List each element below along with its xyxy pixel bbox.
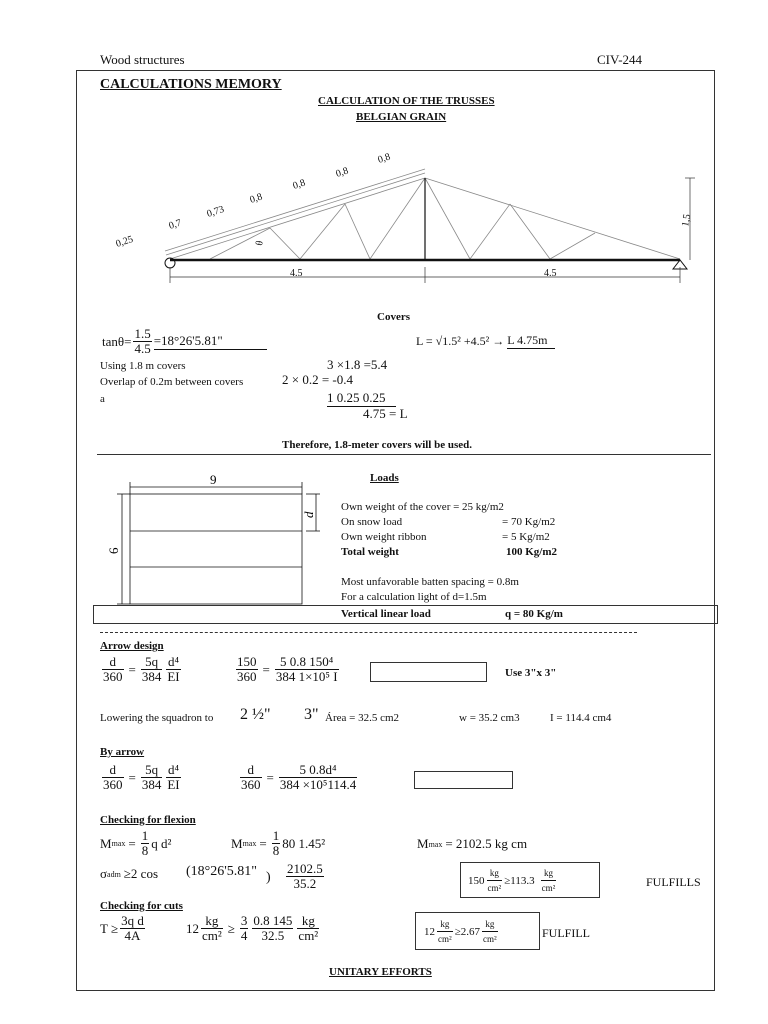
frac-den: 360: [241, 777, 261, 792]
frac-den: 32.5: [261, 928, 285, 943]
span-right-label: 4.5: [544, 268, 557, 279]
w-value: w = 35.2 cm3: [459, 712, 520, 724]
truss-seg-label: 0,73: [205, 203, 226, 220]
l-result: L 4.75m: [507, 333, 555, 349]
v-left: 12: [186, 920, 199, 936]
tan-fraction: [133, 327, 151, 356]
batten-spacing: Most unfavorable batten spacing = 0.8m: [341, 576, 519, 588]
lowering-text: Lowering the squadron to: [100, 712, 214, 724]
by-arrow-eq-2: $\frac{d}{360}$ = $\frac{\text{5 0.8d⁴}}{\text{384 ×10⁵114.4}}$: [241, 762, 357, 792]
arrow-result-box: [370, 662, 487, 682]
calc-light: For a calculation light of d=1.5m: [341, 591, 487, 603]
divider: [97, 454, 711, 455]
tan-num: 1.5: [134, 326, 151, 341]
frac-num: d: [102, 763, 124, 778]
loads-heading: Loads: [370, 472, 399, 484]
mmax-result: [417, 836, 530, 852]
frac-den: 8: [141, 843, 149, 858]
header-left: Wood structures: [100, 52, 185, 67]
header-right: CIV-244: [597, 52, 643, 67]
m-rest: 80 1.45²: [282, 835, 326, 851]
frac-num: d: [102, 655, 124, 670]
plan-diagram: [100, 470, 330, 610]
area-value: Área = 32.5 cm2: [325, 712, 400, 724]
truss-seg-label: 0,8: [334, 165, 350, 180]
truss-seg-label: 0,7: [167, 217, 183, 232]
mmax-eq-2: M max = $\frac{1}{8}$ 80 1.45²: [231, 828, 326, 858]
l-eq: L = √1.5² +4.5²: [416, 333, 490, 348]
frac-den: 384: [141, 777, 162, 792]
frac-den: 360: [103, 669, 123, 684]
m-symbol: M: [231, 835, 243, 851]
frac-num: d⁴: [167, 654, 179, 669]
truss-seg-label: 0,8: [376, 151, 392, 166]
cuts-eq-2: [186, 914, 321, 943]
result-mid: ≥2.67: [454, 925, 480, 938]
sigma-rest: ≥2 cos: [123, 866, 159, 881]
sigma-paren: ): [266, 870, 271, 885]
plan-spacing-label: d: [301, 511, 316, 518]
frac-num: 5 0.8d⁴: [279, 763, 357, 778]
frac-den: 360: [237, 669, 257, 684]
l-equation: [416, 333, 555, 349]
frac-num: kg: [541, 866, 557, 881]
m-rest: q d²: [151, 835, 172, 851]
frac-num: d: [240, 763, 262, 778]
lowering-size-1: 2 ½": [240, 706, 271, 723]
cuts-eq-1: [100, 914, 147, 943]
total-value: 100 Kg/m2: [506, 546, 558, 558]
frac-num: 5 0.8 150⁴: [275, 655, 339, 670]
a-label: a: [100, 393, 105, 405]
frac-den: EI: [167, 777, 180, 792]
fulfills-label: FULFILLS: [646, 875, 701, 889]
cuts-result: [424, 917, 500, 946]
subtitle-belgian: BELGIAN GRAIN: [356, 111, 447, 123]
page-title: CALCULATIONS MEMORY: [100, 77, 282, 92]
tan-lhs: tanθ=: [102, 333, 132, 349]
sum-bottom: 4.75 = L: [363, 406, 408, 421]
arrow-icon: →: [492, 333, 505, 348]
theta-label: θ: [254, 239, 266, 247]
truss-diagram: [110, 145, 710, 290]
ge-symbol: ≥: [227, 920, 235, 936]
frac-num: 1: [141, 828, 149, 843]
by-arrow-eq-1: $\frac{d}{360}$ = $\frac{5q}{384}$ $\frac{\text{d⁴}}{EI}$: [103, 762, 180, 792]
load-row: Own weight ribbon: [341, 531, 427, 543]
load-row-value: = 70 Kg/m2: [502, 516, 556, 528]
frac-den: 360: [103, 777, 123, 792]
frac-num: d⁴: [167, 762, 179, 777]
truss-seg-label: 0,25: [114, 233, 135, 250]
arrow-design-heading: Arrow design: [100, 640, 164, 652]
frac-den: cm²: [483, 934, 497, 944]
sigma-symbol: σ: [100, 866, 108, 881]
subtitle-trusses: CALCULATION OF THE TRUSSES: [318, 95, 495, 107]
m-result: = 2102.5 kg cm: [445, 836, 528, 851]
sigma-eq: [100, 866, 161, 882]
sigma-angle: (18°26'5.81": [186, 864, 257, 879]
truss-seg-label: 0,8: [248, 191, 264, 206]
frac-den: cm²: [202, 928, 222, 943]
tan-result: =18°26'5.81": [154, 333, 267, 350]
tan-equation: [102, 327, 267, 356]
frac-num: 3: [240, 913, 248, 928]
result-value: 150: [468, 874, 485, 887]
frac-num: kg: [482, 917, 498, 932]
m-sub: max: [111, 839, 126, 848]
use-size: Use 3"x 3": [505, 667, 557, 679]
plan-height-label: 6: [106, 547, 121, 554]
frac-num: 1: [272, 828, 280, 843]
footer-heading: UNITARY EFFORTS: [329, 966, 432, 978]
m-symbol: M: [417, 836, 429, 851]
arrow-eq-1: $\frac{d}{360}$ = $\frac{5q}{384}$ $\frac{\text{d⁴}}{EI}$: [103, 654, 180, 684]
tan-den: 4.5: [134, 341, 151, 356]
by-arrow-result-box: [414, 771, 513, 789]
cuts-heading: Checking for cuts: [100, 900, 183, 912]
frac-den: 8: [272, 843, 280, 858]
plan-width-label: 9: [210, 472, 217, 487]
using-equation: 3 ×1.8 =5.4: [327, 357, 388, 372]
frac-den: cm²: [438, 934, 452, 944]
frac-num: 3q d: [121, 913, 144, 928]
result-value: 12: [424, 925, 435, 938]
frac-den: 4: [240, 928, 248, 943]
span-left-label: 4.5: [290, 268, 303, 279]
frac-num: 0.8 145: [253, 913, 293, 928]
m-sub: max: [428, 839, 443, 849]
load-row-value: = 5 Kg/m2: [502, 531, 550, 543]
using-text: Using 1.8 m covers: [100, 360, 186, 372]
frac-den: 384: [141, 669, 162, 684]
flexion-heading: Checking for flexion: [100, 814, 196, 826]
load-row: On snow load: [341, 516, 403, 528]
frac-den: cm²: [487, 883, 502, 893]
flexion-result: [468, 866, 558, 895]
mmax-eq-1: M max = $\frac{1}{8}$ q d²: [100, 828, 172, 858]
m-sub: max: [242, 839, 257, 848]
sigma-sub: adm: [107, 869, 121, 879]
frac-num: 5q: [141, 655, 163, 670]
frac-num: kg: [437, 917, 453, 932]
vertical-load-label: Vertical linear load: [341, 608, 431, 620]
overlap-text: Overlap of 0.2m between covers: [100, 376, 244, 388]
total-label: Total weight: [341, 546, 399, 558]
t-lhs: T ≥: [100, 920, 119, 936]
covers-conclusion: Therefore, 1.8-meter covers will be used.: [282, 439, 473, 451]
frac-num: kg: [201, 914, 223, 929]
frac-num: kg: [487, 866, 503, 881]
height-label: 1,5: [680, 213, 694, 228]
dashed-divider: [100, 632, 637, 633]
m-symbol: M: [100, 835, 112, 851]
frac-den: cm²: [298, 928, 319, 943]
overlap-equation: 2 × 0.2 = -0.4: [282, 372, 353, 387]
arrow-eq-2: $\frac{150}{360}$ = $\frac{\text{5 0.8 150⁴}}{\text{384 1×10⁵ I}}$: [237, 654, 338, 684]
frac-den: cm²: [541, 883, 556, 893]
frac-num: 150: [237, 654, 257, 669]
frac-den: 4A: [124, 928, 141, 943]
fulfill-label: FULFILL: [542, 926, 590, 940]
frac-den: 384 ×10⁵114.4: [279, 777, 357, 792]
truss-seg-label: 0,8: [291, 177, 307, 192]
load-row: Own weight of the cover = 25 kg/m2: [341, 501, 504, 513]
frac-den: EI: [167, 669, 180, 684]
frac-num: 5q: [141, 763, 163, 778]
frac-num: kg: [297, 914, 319, 929]
frac-den: 384 1×10⁵ I: [275, 669, 338, 684]
vertical-load-value: q = 80 Kg/m: [505, 608, 563, 620]
sum-top: 1 0.25 0.25: [327, 390, 396, 407]
inertia-value: I = 114.4 cm4: [550, 712, 612, 724]
sigma-fraction: [284, 862, 326, 891]
frac-den: 35.2: [293, 876, 317, 891]
frac-num: 2102.5: [287, 861, 323, 876]
covers-heading: Covers: [377, 311, 410, 323]
result-mid: ≥113.3: [504, 874, 535, 887]
lowering-size-2: 3": [304, 706, 319, 723]
by-arrow-heading: By arrow: [100, 746, 145, 758]
